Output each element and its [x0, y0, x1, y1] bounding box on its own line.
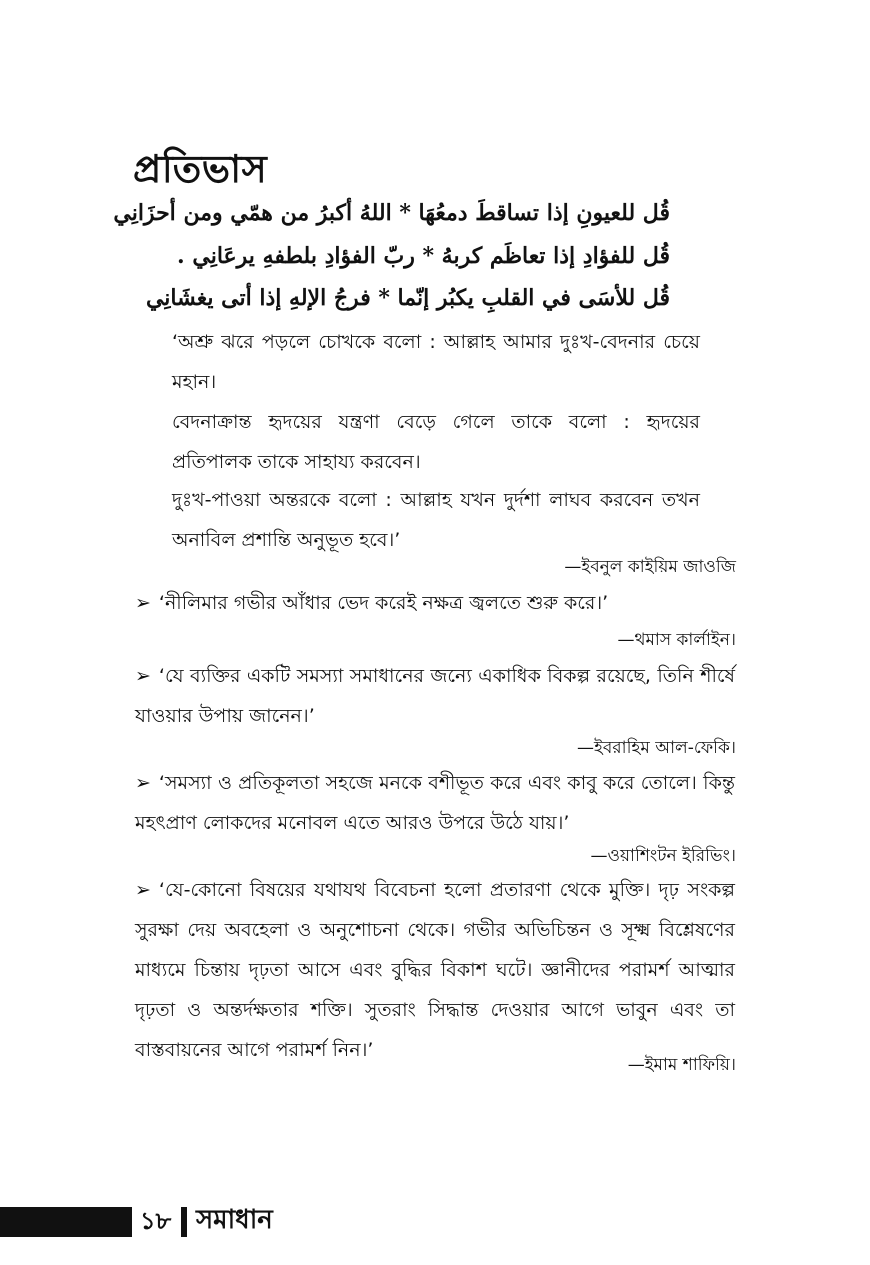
- quote-text: ‘সমস্যা ও প্রতিকূলতা সহজে মনকে বশীভূত করে এবং কাবু করে তোলে। কিন্তু মহৎপ্রাণ লোকদের মনোবল এতে আরও উপরে উঠে যায়।’: [135, 772, 735, 834]
- quote-author-4: —ইমাম শাফিয়ি।: [627, 1055, 736, 1075]
- quote-author-1: —থমাস কার্লাইন।: [617, 630, 736, 650]
- quote-author-3: —ওয়াশিংটন ইরিভিং।: [590, 846, 736, 866]
- quote-3: [135, 763, 735, 843]
- arabic-verse-line-3: قُل للأسَى في القلبِ يكبُر إنّما * فرجُ الإلهِ إذا أتى يغشَانِي: [145, 285, 670, 311]
- quote-text: ‘যে ব্যক্তির একটি সমস্যা সমাধানের জন্যে একাধিক বিকল্প রয়েছে, তিনি শীর্ষে যাওয়ার উপায় জানেন।’: [135, 665, 735, 727]
- arrow-bullet-icon: ➢: [135, 772, 151, 794]
- translation-paragraph-2: বেদনাক্রান্ত হৃদয়ের যন্ত্রণা বেড়ে গেলে তাকে বলো : হৃদয়ের প্রতিপালক তাকে সাহায্য করবেন।: [172, 411, 700, 473]
- arrow-bullet-icon: ➢: [135, 879, 151, 901]
- quote-author-2: —ইবরাহিম আল-ফেকি।: [576, 738, 736, 758]
- quote-4: [135, 870, 735, 1070]
- quote-2: [135, 656, 735, 736]
- arrow-bullet-icon: ➢: [135, 592, 151, 614]
- footer-divider: [181, 1207, 187, 1237]
- quote-text: ‘যে-কোনো বিষয়ের যথাযথ বিবেচনা হলো প্রতারণা থেকে মুক্তি। দৃঢ় সংকল্প সুরক্ষা দেয় অবহেলা ও অনুশোচনা থেকে। গভীর অভিচিন্তন ও সূক্ষ্ম বিশ্লেষণের মাধ্যমে চিন্তায় দৃঢ়তা আসে এবং বুদ্ধির বিকাশ ঘটে। জ্ঞানীদের পরামর্শ আত্মার দৃঢ়তা ও অন্তর্দক্ষতার শক্তি। সুতরাং সিদ্ধান্ত দেওয়ার আগে ভাবুন এবং তা বাস্তবায়নের আগে পরামর্শ নিন।’: [135, 879, 735, 1061]
- arabic-verse-line-1: قُل للعيونِ إذا تساقطَ دمعُهَا * اللهُ أكبرُ من همّي ومن أحزَانِي: [113, 200, 670, 226]
- quote-text: ‘নীলিমার গভীর আঁধার ভেদ করেই নক্ষত্র জ্বলতে শুরু করে।’: [158, 592, 609, 614]
- page-number: ১৮: [140, 1207, 172, 1235]
- book-title: সমাধান: [196, 1205, 273, 1235]
- quote-1: [135, 583, 735, 623]
- poem-attribution: —ইবনুল কাইয়িম জাওজি: [564, 557, 736, 577]
- arabic-verse-line-2: قُل للفؤادِ إذا تعاظَم كربهُ * ربّ الفؤادِ بلطفهِ يرعَانِي .: [177, 243, 670, 269]
- arrow-bullet-icon: ➢: [135, 665, 151, 687]
- footer-bar: [0, 1207, 132, 1237]
- page-title: প্রতিভাস: [133, 147, 268, 191]
- translation-paragraph-1: ‘অশ্রু ঝরে পড়লে চোখকে বলো : আল্লাহ আমার দুঃখ-বেদনার চেয়ে মহান।: [172, 331, 700, 393]
- translation-paragraph-3: দুঃখ-পাওয়া অন্তরকে বলো : আল্লাহ যখন দুর্দশা লাঘব করবেন তখন অনাবিল প্রশান্তি অনুভূত হবে।’: [172, 489, 700, 551]
